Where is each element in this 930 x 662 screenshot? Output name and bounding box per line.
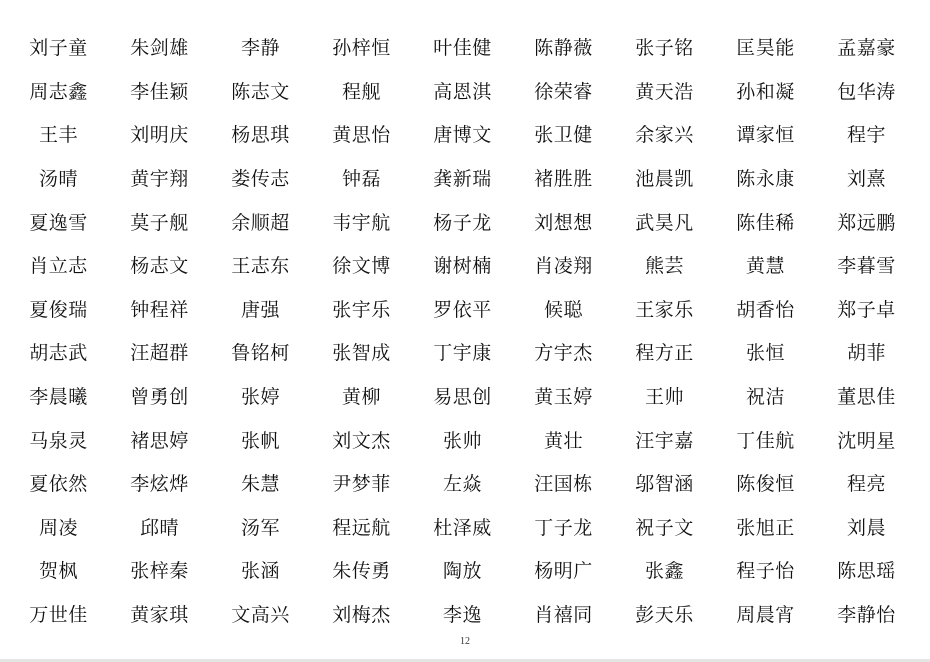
name-cell: 韦宇航	[332, 211, 391, 234]
name-cell: 程舰	[341, 80, 381, 103]
name-cell: 彭天乐	[635, 604, 694, 627]
name-cell: 陈俊恒	[736, 473, 795, 496]
name-cell: 程亮	[846, 473, 886, 496]
name-cell: 叶佳健	[433, 37, 492, 60]
name-cell: 丁佳航	[736, 429, 795, 452]
name-cell: 曾勇创	[130, 386, 189, 409]
name-cell: 王帅	[644, 386, 684, 409]
name-cell: 沈明星	[837, 429, 896, 452]
name-cell: 黄玉婷	[534, 386, 593, 409]
name-cell: 李炫烨	[130, 473, 189, 496]
name-cell: 董思佳	[837, 386, 896, 409]
name-cell: 黄宇翔	[130, 168, 189, 191]
name-cell: 刘子童	[29, 37, 88, 60]
name-cell: 尹梦菲	[332, 473, 391, 496]
name-cell: 唐博文	[433, 124, 492, 147]
name-cell: 李静	[240, 37, 280, 60]
name-cell: 肖凌翔	[534, 255, 593, 278]
name-cell: 池晨凯	[635, 168, 694, 191]
name-cell: 朱慧	[240, 473, 280, 496]
name-cell: 周志鑫	[29, 80, 88, 103]
name-cell: 陶放	[442, 560, 482, 583]
name-cell: 高恩淇	[433, 80, 492, 103]
name-cell: 黄慧	[745, 255, 785, 278]
name-cell: 李逸	[442, 604, 482, 627]
name-cell: 刘晨	[846, 516, 886, 539]
name-cell: 杨子龙	[433, 211, 492, 234]
name-cell: 肖立志	[29, 255, 88, 278]
name-list-grid	[8, 25, 918, 635]
name-cell: 陈静薇	[534, 37, 593, 60]
name-cell: 丁子龙	[534, 516, 593, 539]
name-cell: 陈志文	[231, 80, 290, 103]
name-cell: 夏俊瑞	[29, 298, 88, 321]
name-cell: 余家兴	[635, 124, 694, 147]
name-cell: 王家乐	[635, 298, 694, 321]
name-cell: 胡香怡	[736, 298, 795, 321]
name-cell: 候聪	[543, 298, 583, 321]
name-cell: 熊芸	[644, 255, 684, 278]
name-cell: 孟嘉豪	[837, 37, 896, 60]
name-cell: 张帅	[442, 429, 482, 452]
name-cell: 褚胜胜	[534, 168, 593, 191]
name-cell: 匡昊能	[736, 37, 795, 60]
name-cell: 莫子舰	[130, 211, 189, 234]
name-cell: 张旭正	[736, 516, 795, 539]
name-cell: 杨思琪	[231, 124, 290, 147]
name-cell: 左焱	[442, 473, 482, 496]
name-cell: 张子铭	[635, 37, 694, 60]
name-cell: 黄思怡	[332, 124, 391, 147]
name-cell: 杨明广	[534, 560, 593, 583]
name-cell: 陈永康	[736, 168, 795, 191]
name-cell: 李静怡	[837, 604, 896, 627]
name-cell: 武昊凡	[635, 211, 694, 234]
name-cell: 唐强	[240, 298, 280, 321]
name-cell: 张涵	[240, 560, 280, 583]
name-cell: 方宇杰	[534, 342, 593, 365]
name-cell: 夏依然	[29, 473, 88, 496]
name-cell: 褚思婷	[130, 429, 189, 452]
name-cell: 黄天浩	[635, 80, 694, 103]
name-cell: 张卫健	[534, 124, 593, 147]
name-cell: 程子怡	[736, 560, 795, 583]
name-cell: 鲁铭柯	[231, 342, 290, 365]
name-cell: 王丰	[38, 124, 78, 147]
name-cell: 杨志文	[130, 255, 189, 278]
name-cell: 钟磊	[341, 168, 381, 191]
name-cell: 张鑫	[644, 560, 684, 583]
name-cell: 黄柳	[341, 386, 381, 409]
name-cell: 张帆	[240, 429, 280, 452]
name-cell: 胡志武	[29, 342, 88, 365]
name-cell: 龚新瑞	[433, 168, 492, 191]
name-cell: 胡菲	[846, 342, 886, 365]
name-cell: 易思创	[433, 386, 492, 409]
name-cell: 贺枫	[38, 560, 78, 583]
name-cell: 黄壮	[543, 429, 583, 452]
name-cell: 李晨曦	[29, 386, 88, 409]
name-cell: 祝洁	[745, 386, 785, 409]
name-cell: 朱剑雄	[130, 37, 189, 60]
name-cell: 谢树楠	[433, 255, 492, 278]
name-cell: 钟程祥	[130, 298, 189, 321]
name-cell: 刘梅杰	[332, 604, 391, 627]
name-cell: 肖禧同	[534, 604, 593, 627]
name-cell: 孙和凝	[736, 80, 795, 103]
name-cell: 刘熹	[846, 168, 886, 191]
name-cell: 娄传志	[231, 168, 290, 191]
name-cell: 王志东	[231, 255, 290, 278]
name-cell: 汤军	[240, 516, 280, 539]
name-cell: 郑远鹏	[837, 211, 896, 234]
name-cell: 杜泽威	[433, 516, 492, 539]
name-cell: 张宇乐	[332, 298, 391, 321]
name-cell: 张恒	[745, 342, 785, 365]
name-cell: 张婷	[240, 386, 280, 409]
name-cell: 陈思瑶	[837, 560, 896, 583]
name-cell: 汤晴	[38, 168, 78, 191]
name-cell: 夏逸雪	[29, 211, 88, 234]
name-cell: 刘明庆	[130, 124, 189, 147]
name-cell: 刘文杰	[332, 429, 391, 452]
name-cell: 朱传勇	[332, 560, 391, 583]
name-cell: 邬智涵	[635, 473, 694, 496]
name-cell: 李佳颖	[130, 80, 189, 103]
name-cell: 谭家恒	[736, 124, 795, 147]
name-cell: 汪超群	[130, 342, 189, 365]
name-cell: 周晨宵	[736, 604, 795, 627]
name-cell: 郑子卓	[837, 298, 896, 321]
name-cell: 包华涛	[837, 80, 896, 103]
name-cell: 李暮雪	[837, 255, 896, 278]
name-cell: 程远航	[332, 516, 391, 539]
name-cell: 马泉灵	[29, 429, 88, 452]
name-cell: 邱晴	[139, 516, 179, 539]
name-cell: 张梓秦	[130, 560, 189, 583]
name-cell: 祝子文	[635, 516, 694, 539]
name-cell: 孙梓恒	[332, 37, 391, 60]
name-cell: 程方正	[635, 342, 694, 365]
name-cell: 陈佳稀	[736, 211, 795, 234]
name-cell: 汪宇嘉	[635, 429, 694, 452]
name-cell: 徐文博	[332, 255, 391, 278]
name-cell: 余顺超	[231, 211, 290, 234]
page-number: 12	[460, 636, 470, 647]
name-cell: 周凌	[38, 516, 78, 539]
name-cell: 汪国栋	[534, 473, 593, 496]
name-cell: 黄家琪	[130, 604, 189, 627]
name-cell: 罗依平	[433, 298, 492, 321]
name-cell: 程宇	[846, 124, 886, 147]
name-cell: 刘想想	[534, 211, 593, 234]
name-cell: 文高兴	[231, 604, 290, 627]
name-cell: 徐荣睿	[534, 80, 593, 103]
name-cell: 万世佳	[29, 604, 88, 627]
name-cell: 丁宇康	[433, 342, 492, 365]
name-cell: 张智成	[332, 342, 391, 365]
